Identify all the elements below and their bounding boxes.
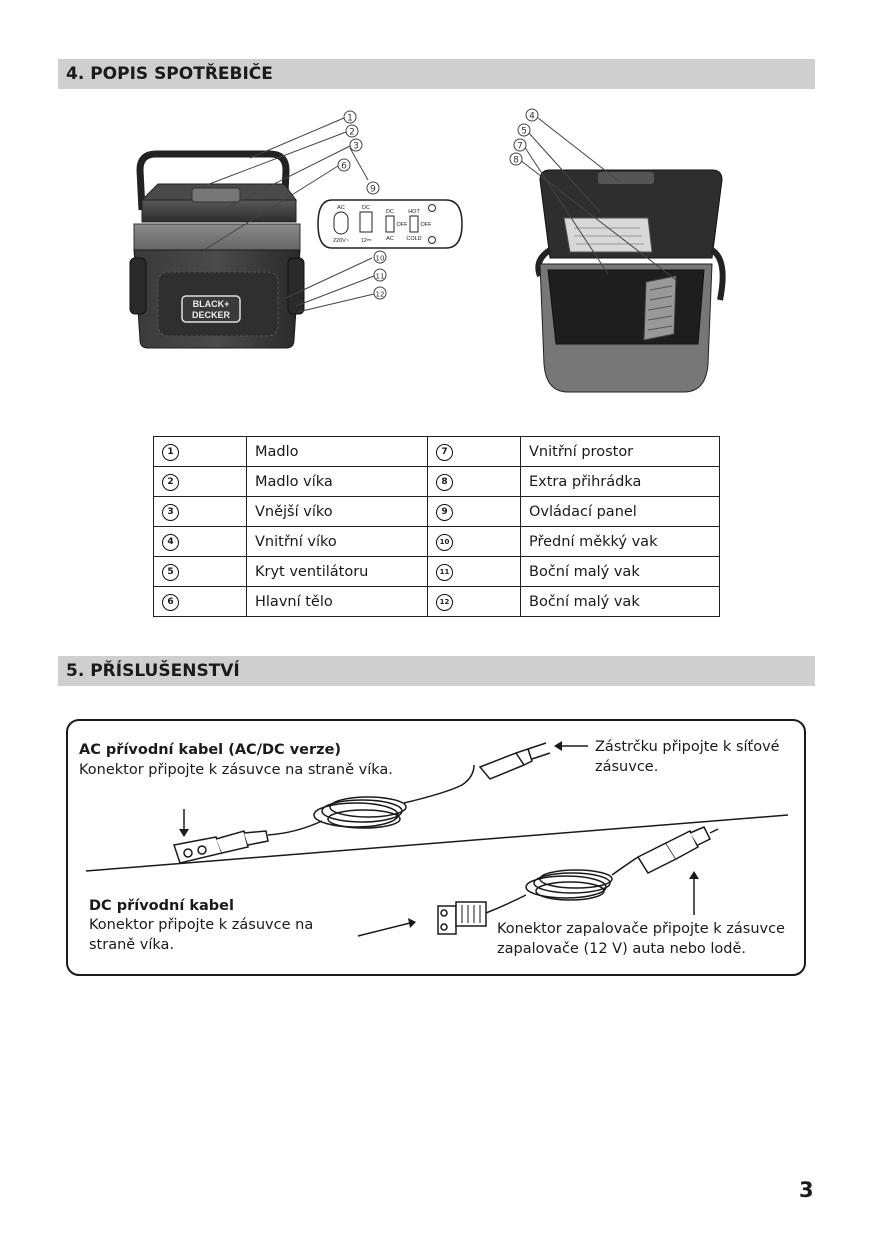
dc-cable-description-line2: straně víka. bbox=[89, 937, 175, 953]
part-number: 3 bbox=[162, 504, 179, 521]
svg-text:12: 12 bbox=[375, 290, 385, 299]
product-diagram bbox=[100, 100, 780, 410]
svg-text:3: 3 bbox=[353, 141, 359, 152]
table-row bbox=[154, 527, 720, 557]
part-number: 10 bbox=[436, 534, 453, 551]
part-label: Boční malý vak bbox=[521, 557, 720, 587]
svg-text:OFF: OFF bbox=[420, 222, 432, 228]
part-number: 12 bbox=[436, 594, 453, 611]
svg-text:1: 1 bbox=[347, 113, 353, 124]
part-label: Madlo víka bbox=[247, 467, 428, 497]
dc-plug-note-line1: Konektor zapalovače připojte k zásuvce bbox=[497, 921, 785, 937]
svg-text:DC: DC bbox=[386, 209, 394, 215]
ac-cable-description: Konektor připojte k zásuvce na straně víka. bbox=[79, 762, 393, 778]
part-label: Vnitřní víko bbox=[247, 527, 428, 557]
dc-plug-note-line2: zapalovače (12 V) auta nebo lodě. bbox=[497, 941, 747, 957]
part-number: 9 bbox=[436, 504, 453, 521]
svg-text:12⎓: 12⎓ bbox=[360, 238, 372, 244]
svg-text:BLACK+: BLACK+ bbox=[192, 299, 230, 309]
svg-text:DC: DC bbox=[362, 205, 370, 211]
part-label: Extra přihrádka bbox=[521, 467, 720, 497]
svg-text:9: 9 bbox=[370, 184, 376, 195]
part-number: 11 bbox=[436, 564, 453, 581]
svg-text:OFF: OFF bbox=[396, 222, 408, 228]
svg-text:AC: AC bbox=[386, 236, 394, 242]
part-number: 2 bbox=[162, 474, 179, 491]
part-number: 8 bbox=[436, 474, 453, 491]
section-4-title: 4. POPIS SPOTŘEBIČE bbox=[66, 64, 273, 84]
section-5-header bbox=[58, 656, 815, 686]
svg-text:HOT: HOT bbox=[408, 209, 420, 215]
parts-table bbox=[153, 436, 720, 617]
part-number: 6 bbox=[162, 594, 179, 611]
part-number: 5 bbox=[162, 564, 179, 581]
table-row bbox=[154, 497, 720, 527]
ac-plug-note-line2: zásuvce. bbox=[595, 759, 659, 775]
closed-cooler-illustration bbox=[130, 154, 304, 348]
table-row bbox=[154, 587, 720, 617]
table-row bbox=[154, 437, 720, 467]
part-label: Kryt ventilátoru bbox=[247, 557, 428, 587]
part-label: Hlavní tělo bbox=[247, 587, 428, 617]
svg-text:220V~: 220V~ bbox=[332, 238, 350, 244]
svg-text:DECKER: DECKER bbox=[191, 310, 231, 320]
ac-plug-note-line1: Zástrčku připojte k síťové bbox=[595, 739, 780, 755]
part-label: Madlo bbox=[247, 437, 428, 467]
dc-cable-illustration bbox=[438, 827, 718, 934]
ac-cable-title: AC přívodní kabel (AC/DC verze) bbox=[79, 742, 342, 758]
svg-text:11: 11 bbox=[375, 272, 385, 281]
svg-text:COLD: COLD bbox=[406, 236, 422, 242]
section-4-header bbox=[58, 59, 815, 89]
part-label: Přední měkký vak bbox=[521, 527, 720, 557]
svg-text:AC: AC bbox=[337, 205, 345, 211]
svg-text:4: 4 bbox=[529, 111, 535, 122]
part-label: Vnitřní prostor bbox=[521, 437, 720, 467]
open-cooler-illustration bbox=[538, 170, 722, 392]
svg-text:2: 2 bbox=[349, 127, 355, 138]
part-label: Ovládací panel bbox=[521, 497, 720, 527]
control-panel-illustration bbox=[318, 200, 462, 248]
svg-text:7: 7 bbox=[517, 141, 523, 152]
part-label: Vnější víko bbox=[247, 497, 428, 527]
table-row bbox=[154, 557, 720, 587]
dc-cable-description-line1: Konektor připojte k zásuvce na bbox=[89, 917, 314, 933]
page-number: 3 bbox=[799, 1178, 814, 1202]
dc-cable-title: DC přívodní kabel bbox=[89, 898, 234, 914]
part-label: Boční malý vak bbox=[521, 587, 720, 617]
section-5-title: 5. PŘÍSLUŠENSTVÍ bbox=[66, 661, 240, 681]
svg-text:10: 10 bbox=[375, 254, 385, 263]
part-number: 4 bbox=[162, 534, 179, 551]
part-number: 7 bbox=[436, 444, 453, 461]
svg-text:8: 8 bbox=[513, 155, 519, 166]
svg-text:6: 6 bbox=[341, 161, 347, 172]
svg-text:5: 5 bbox=[521, 126, 527, 137]
part-number: 1 bbox=[162, 444, 179, 461]
table-row bbox=[154, 467, 720, 497]
